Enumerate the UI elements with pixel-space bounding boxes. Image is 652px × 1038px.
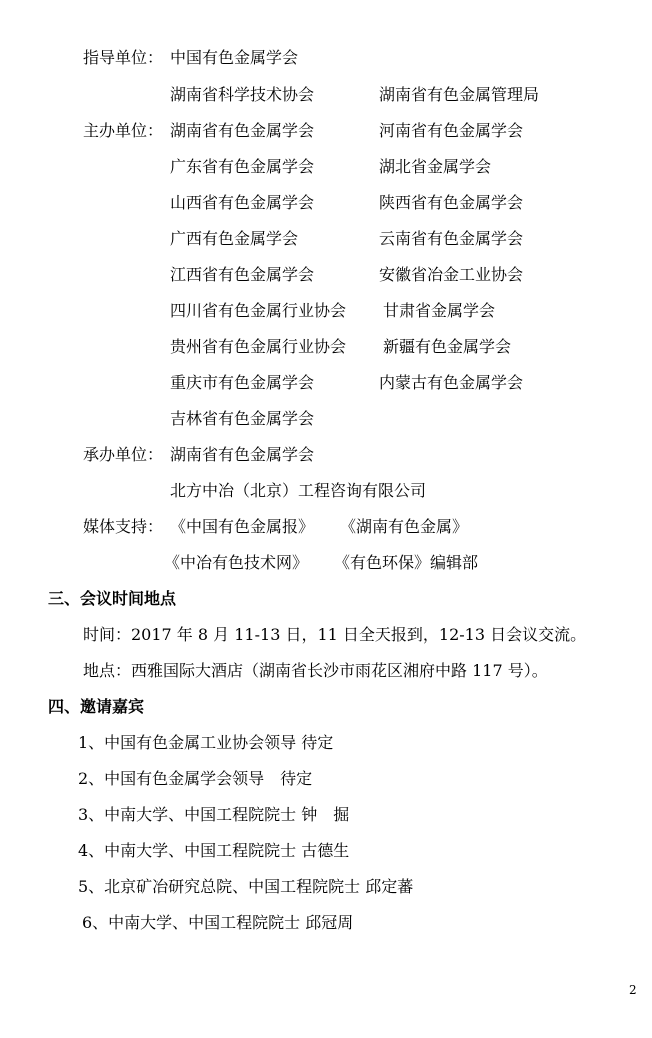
guest-item: 2、中国有色金属学会领导 待定 [78, 769, 313, 788]
media-item: 《中冶有色技术网》 [164, 553, 309, 572]
meeting-place: 地点：西雅国际大酒店（湖南省长沙市雨花区湘府中路 117 号）。 [83, 661, 548, 680]
host-unit: 山西省有色金属学会 [170, 193, 315, 212]
page-number: 2 [629, 983, 637, 997]
host-unit: 河南省有色金属学会 [379, 121, 524, 140]
hosts-label: 主办单位： [83, 121, 164, 140]
guest-item: 3、中南大学、中国工程院院士 钟 掘 [78, 805, 350, 824]
section-heading: 四、邀请嘉宾 [48, 697, 145, 716]
guest-item: 4、中南大学、中国工程院院士 古德生 [78, 841, 350, 860]
host-unit: 吉林省有色金属学会 [170, 409, 315, 428]
host-unit: 湖南省有色金属学会 [170, 121, 315, 140]
host-unit: 甘肃省金属学会 [383, 301, 496, 320]
meeting-time: 时间：2017 年 8 月 11-13 日，11 日全天报到，12-13 日会议交流。 [83, 625, 587, 644]
guest-item: 6、中南大学、中国工程院院士 邱冠周 [82, 913, 354, 932]
host-unit: 贵州省有色金属行业协会 [170, 337, 347, 356]
guidance-unit: 湖南省有色金属管理局 [379, 85, 540, 104]
guest-item: 1、中国有色金属工业协会领导 待定 [78, 733, 334, 752]
guest-item: 5、北京矿冶研究总院、中国工程院院士 邱定蕃 [78, 877, 414, 896]
media-label: 媒体支持： [83, 517, 164, 536]
host-unit: 广西有色金属学会 [170, 229, 299, 248]
guidance-unit: 中国有色金属学会 [170, 48, 299, 67]
media-item: 《有色环保》编辑部 [334, 553, 479, 572]
guidance-unit: 湖南省科学技术协会 [170, 85, 315, 104]
host-unit: 重庆市有色金属学会 [170, 373, 315, 392]
host-unit: 安徽省冶金工业协会 [379, 265, 524, 284]
host-unit: 内蒙古有色金属学会 [379, 373, 524, 392]
host-unit: 广东省有色金属学会 [170, 157, 315, 176]
organizer-unit: 北方中冶（北京）工程咨询有限公司 [170, 481, 427, 500]
host-unit: 云南省有色金属学会 [379, 229, 524, 248]
guidance-label: 指导单位： [83, 48, 164, 67]
host-unit: 湖北省金属学会 [379, 157, 492, 176]
host-unit: 陕西省有色金属学会 [379, 193, 524, 212]
media-item: 《湖南有色金属》 [340, 517, 469, 536]
organizer-unit: 湖南省有色金属学会 [170, 445, 315, 464]
host-unit: 江西省有色金属学会 [170, 265, 315, 284]
host-unit: 新疆有色金属学会 [383, 337, 512, 356]
organizers-label: 承办单位： [83, 445, 164, 464]
host-unit: 四川省有色金属行业协会 [170, 301, 347, 320]
section-heading: 三、会议时间地点 [48, 589, 177, 608]
media-item: 《中国有色金属报》 [170, 517, 315, 536]
